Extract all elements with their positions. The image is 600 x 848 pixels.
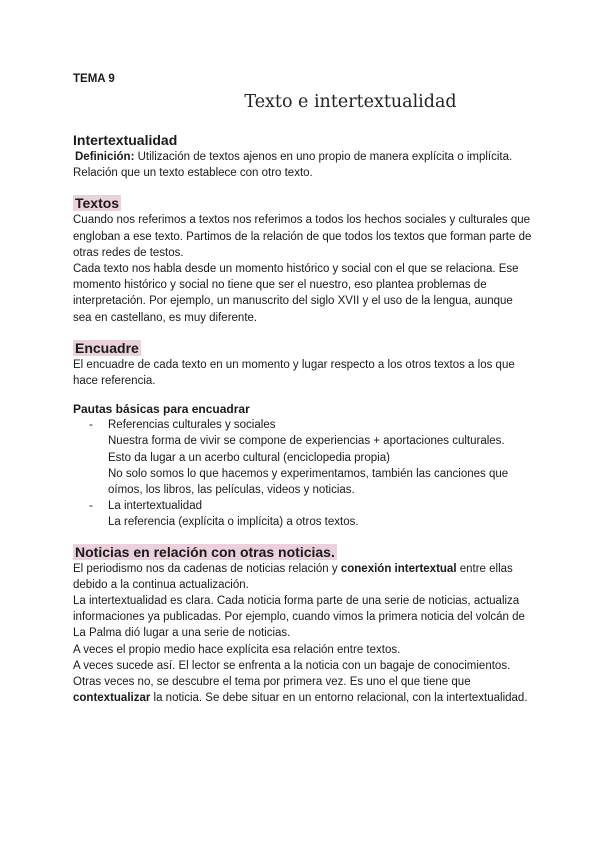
textos-paragraph-1: Cuando nos referimos a textos nos referimos a todos los hechos sociales y culturales que engloban a ese texto. Partimos de la relación de que todos los textos que forman parte de otras redes de testos. <box>73 214 532 259</box>
list-item-detail: No solo somos lo que hacemos y experimentamos, también las canciones que oímos, los libros, las películas, videos y noticias. <box>108 467 509 497</box>
list-item-detail: Esto da lugar a un acerbo cultural (enciclopedia propia) <box>108 451 390 464</box>
definition-paragraph <box>73 149 533 165</box>
heading-textos <box>73 194 533 212</box>
bold-term: conexión intertextual <box>340 562 457 575</box>
encuadre-paragraph: El encuadre de cada texto en un momento y lugar respecto a los otros textos a los que hace referencia. <box>73 358 515 388</box>
list-item: - La intertextualidad <box>89 500 202 513</box>
definition-label: Definición: <box>75 151 135 163</box>
definition-text: Utilización de textos ajenos en uno propio de manera explícita o implícita. <box>134 151 513 163</box>
noticias-paragraph-1: El periodismo nos da cadenas de noticias relación y conexión intertextual entre ellas debido a la continua actualización. <box>73 562 513 591</box>
list-item-detail: Nuestra forma de vivir se compone de experiencias + aportaciones culturales. <box>108 435 505 448</box>
heading-pautas: Pautas básicas para encuadrar <box>73 402 250 417</box>
heading-encuadre-label: Encuadre <box>75 339 139 356</box>
topic-number: TEMA 9 <box>73 73 115 85</box>
list-item-detail: La referencia (explícita o implícita) a otros textos. <box>108 516 359 529</box>
list-item: - Referencias culturales y sociales <box>89 419 276 432</box>
pautas-list <box>73 417 533 530</box>
list-item-title: Referencias culturales y sociales <box>108 419 276 432</box>
heading-textos-label: Textos <box>75 195 120 212</box>
list-item-title: La intertextualidad <box>108 500 202 513</box>
document-page <box>73 72 533 706</box>
heading-noticias-label: Noticias en relación con otras noticias. <box>75 543 335 560</box>
heading-noticias <box>73 543 533 561</box>
noticias-paragraph-3: A veces el propio medio hace explícita esa relación entre textos. <box>73 643 401 656</box>
textos-paragraph-2: Cada texto nos habla desde un momento histórico y social con el que se relaciona. Ese momento histórico y social no tiene que ser el nuestro, eso plantea problemas de interpretación. Por ejemplo, un manuscrito del siglo XVII y el uso de la lengua, aunque sea en castellano, es muy diferente. <box>73 263 519 324</box>
relation-text: Relación que un texto establece con otro texto. <box>73 167 313 180</box>
noticias-paragraph-4: A veces sucede así. El lector se enfrenta a la noticia con un bagaje de conocimientos. Otras veces no, se descubre el tema por primera vez. Es uno el que tiene que contextualizar la noticia. Se debe situar en un entorno relacional, con la intertextualidad. <box>73 659 528 705</box>
heading-intertextualidad: Intertextualidad <box>73 132 178 148</box>
bold-term: contextualizar <box>73 692 151 705</box>
noticias-paragraph-2: La intertextualidad es clara. Cada noticia forma parte de una serie de noticias, actualiza informaciones ya publicadas. Por ejemplo, cuando vimos la primera noticia del volcán de La Palma dió lugar a una serie de noticias. <box>73 595 525 640</box>
heading-encuadre <box>73 339 533 357</box>
page-title: Texto e intertextualidad <box>244 92 457 112</box>
